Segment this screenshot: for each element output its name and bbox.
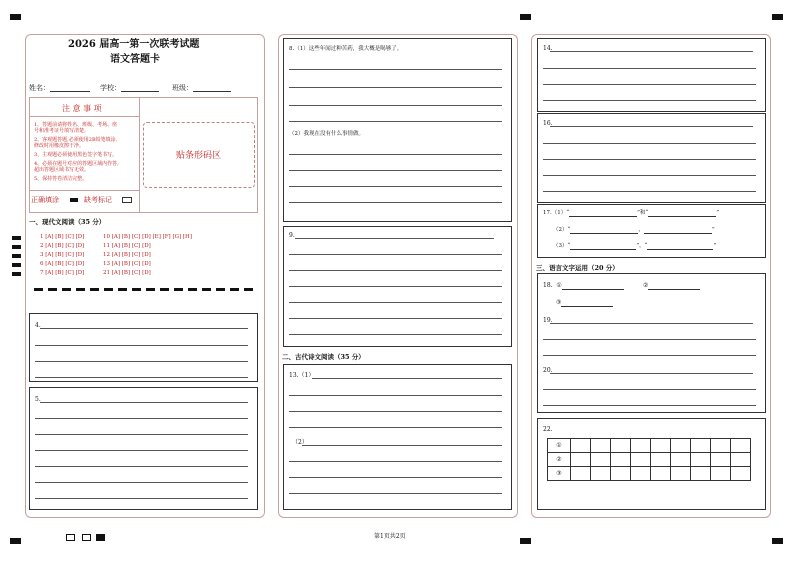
answer-line [302, 445, 502, 446]
question-q13-2: （2） [292, 439, 308, 446]
corner-mark-tr [772, 14, 783, 20]
notice-title: 注 意 事 项 [62, 104, 102, 113]
timing-dash [202, 288, 211, 291]
timing-dash [34, 288, 43, 291]
mc-row: 12 [A] [B] [C] [D] [103, 252, 151, 258]
answer-line [35, 498, 248, 499]
question-number: 16. [543, 120, 553, 127]
answer-line [40, 328, 248, 329]
answer-line [35, 466, 248, 467]
notice-item: 4、必须在题号对应的答题区域内作答, [34, 161, 119, 167]
mc-row: 7 [A] [B] [C] [D] [40, 270, 85, 276]
notice-divider-v [139, 97, 140, 213]
question-q18-c: ③ [556, 299, 613, 307]
answer-line [543, 84, 756, 85]
answer-line [543, 339, 756, 340]
answer-line [289, 461, 502, 462]
school-field[interactable] [121, 85, 159, 92]
answer-box-q4[interactable] [29, 313, 258, 382]
notice-item: 超出答题区域书写无效。 [34, 167, 90, 173]
timing-dash [188, 288, 197, 291]
answer-line [289, 334, 502, 335]
class-label: 班级： [172, 84, 231, 92]
question-number: 9. [289, 232, 295, 239]
timing-dash [104, 288, 113, 291]
answer-line [550, 373, 753, 374]
answer-line [289, 105, 502, 106]
question-q8-2: （2）我现在没有什么事情做。 [289, 131, 365, 137]
answer-line [289, 186, 502, 187]
school-label: 学校： [100, 84, 159, 92]
absent-mark-label: 缺考标记 [84, 196, 112, 204]
footer-box [82, 534, 91, 541]
answer-line [289, 395, 502, 396]
timing-dash [146, 288, 155, 291]
question-q8-1: 8.（1）这些年闻过种苦药，我大概是喝够了。 [289, 46, 403, 52]
question-q13-1: 13.（1） [289, 372, 315, 379]
answer-line [35, 377, 248, 378]
answer-line [289, 170, 502, 171]
notice-item: 5、保持答卷清洁完整。 [34, 176, 88, 182]
question-number: 20. [543, 367, 553, 374]
answer-line [543, 100, 756, 101]
name-label: 姓名： [29, 84, 90, 92]
question-number: 14. [543, 45, 553, 52]
question-q18: 18. ① [543, 282, 624, 290]
timing-dash [90, 288, 99, 291]
barcode-label: 贴条形码区 [176, 151, 222, 161]
answer-line [543, 405, 756, 406]
timing-mark [12, 263, 21, 267]
grid-row-label: ① [548, 439, 571, 453]
answer-line [35, 418, 248, 419]
question-number: 4. [35, 322, 41, 329]
answer-line [543, 175, 756, 176]
mc-row: 2 [A] [B] [C] [D] [40, 243, 85, 249]
answer-line [289, 493, 502, 494]
timing-dash [132, 288, 141, 291]
answer-line [289, 254, 502, 255]
question-q17-3: （3）“ ”，“ ” [553, 243, 717, 249]
section1-title: 一、现代文阅读（35 分） [29, 218, 106, 226]
answer-line [289, 121, 502, 122]
timing-dash [118, 288, 127, 291]
timing-dash [48, 288, 57, 291]
corner-mark-bl [10, 538, 21, 544]
answer-line [543, 191, 756, 192]
answer-line [543, 68, 756, 69]
answer-line [35, 482, 248, 483]
answer-line [289, 318, 502, 319]
answer-line [289, 270, 502, 271]
answer-line [312, 378, 502, 379]
answer-line [550, 51, 753, 52]
timing-dash [62, 288, 71, 291]
timing-dash [230, 288, 239, 291]
corner-mark-bm [520, 538, 531, 544]
class-field[interactable] [193, 85, 231, 92]
notice-divider-h [29, 116, 139, 117]
exam-title: 2026 届高一第一次联考试题 [68, 39, 200, 50]
answer-line [543, 143, 756, 144]
answer-box-q5[interactable] [29, 387, 258, 510]
answer-line [550, 126, 753, 127]
timing-mark [12, 254, 21, 258]
answer-line [289, 302, 502, 303]
timing-dash [160, 288, 169, 291]
answer-line [289, 87, 502, 88]
corner-mark-tm [520, 14, 531, 20]
answer-line [35, 361, 248, 362]
answer-box-q18-20[interactable] [537, 273, 766, 413]
corner-mark-tl [10, 14, 21, 20]
answer-line [289, 202, 502, 203]
notice-item: 号和准考证号填写清楚。 [34, 128, 90, 134]
answer-line [543, 389, 756, 390]
notice-item: 1、答题前请将姓名、班级、考场、座 [34, 122, 118, 128]
answer-line [289, 69, 502, 70]
character-grid[interactable] [547, 438, 751, 481]
footer-box [66, 534, 75, 541]
grid-row-label: ③ [548, 467, 571, 481]
answer-line [35, 434, 248, 435]
mc-row: 11 [A] [B] [C] [D] [103, 243, 151, 249]
timing-dash [76, 288, 85, 291]
section3-title: 三、语言文字运用（20 分） [536, 264, 619, 272]
answer-box-q13[interactable] [283, 364, 512, 510]
question-q18-b: ② [643, 282, 700, 290]
timing-dash [244, 288, 253, 291]
mc-row: 13 [A] [B] [C] [D] [103, 261, 151, 267]
answer-line [35, 345, 248, 346]
page-number: 第1页共2页 [374, 533, 406, 540]
timing-mark [12, 272, 21, 276]
notice-item: 修改时用橡皮擦干净。 [34, 143, 85, 149]
name-field[interactable] [50, 85, 90, 92]
corner-mark-br [772, 538, 783, 544]
notice-item: 3、主观题必须使用黑色签字笔书写。 [34, 152, 118, 158]
answer-line [289, 154, 502, 155]
answer-line [543, 159, 756, 160]
correct-fill-label: 正确填涂 [31, 196, 59, 204]
question-number: 5. [35, 396, 41, 403]
absent-checkbox[interactable] [122, 197, 132, 203]
answer-line [295, 238, 494, 239]
answer-line [550, 323, 753, 324]
answer-line [289, 411, 502, 412]
mc-row: 10 [A] [B] [C] [D] [E] [F] [G] [H] [103, 234, 192, 240]
timing-dash [174, 288, 183, 291]
fill-sample [70, 198, 78, 202]
mc-row: 6 [A] [B] [C] [D] [40, 261, 85, 267]
timing-dash [216, 288, 225, 291]
answer-line [289, 477, 502, 478]
answer-line [35, 450, 248, 451]
mc-row: 1 [A] [B] [C] [D] [40, 234, 85, 240]
question-number: 19. [543, 317, 553, 324]
answer-line [40, 402, 248, 403]
mc-row: 3 [A] [B] [C] [D] [40, 252, 85, 258]
answer-line [543, 355, 756, 356]
mc-row: 21 [A] [B] [C] [D] [103, 270, 151, 276]
question-q17-2: （2）“ ， ” [553, 227, 715, 233]
question-number: 22. [543, 426, 553, 433]
answer-line [289, 286, 502, 287]
question-q17-1: 17.（1）“ ”和“ ” [543, 210, 719, 216]
notice-item: 2、客观题答题,必须使用2B铅笔填涂, [34, 137, 118, 143]
section2-title: 二、古代诗文阅读（35 分） [282, 353, 365, 361]
footer-mark [96, 534, 105, 541]
notice-divider-h2 [29, 190, 139, 191]
exam-subtitle: 语文答题卡 [110, 54, 160, 65]
timing-mark [12, 245, 21, 249]
timing-mark [12, 236, 21, 240]
grid-row-label: ② [548, 453, 571, 467]
answer-line [289, 427, 502, 428]
